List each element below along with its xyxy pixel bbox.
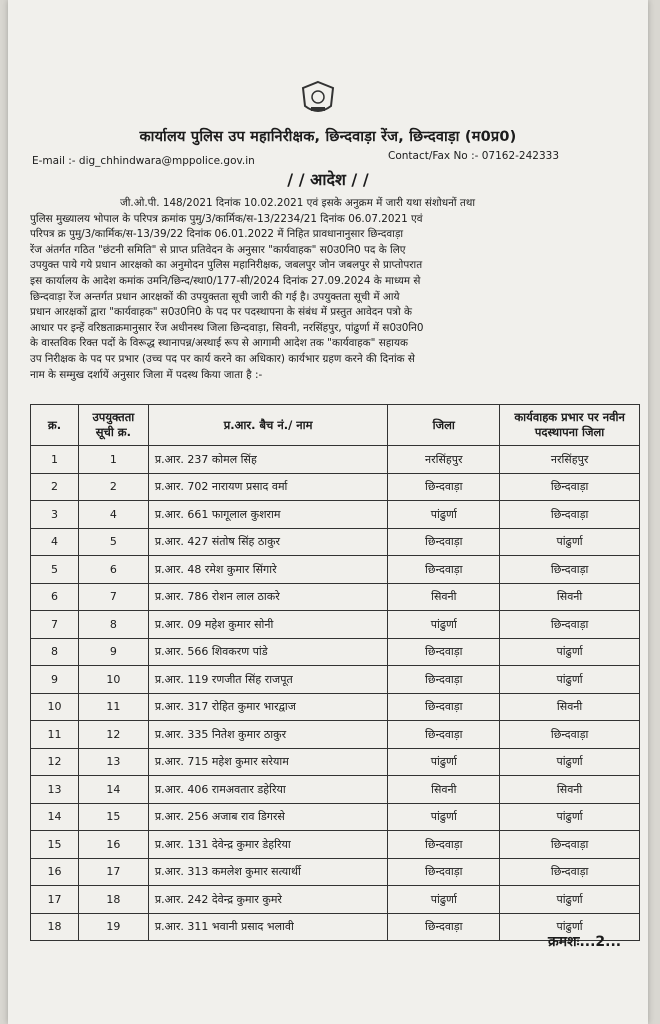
cell-name: प्र.आर. 317 रोहित कुमार भारद्वाज: [148, 693, 388, 721]
cell-serial: 11: [31, 721, 79, 749]
cell-district: छिन्दवाड़ा: [388, 528, 500, 556]
cell-name: प्र.आर. 131 देवेन्द्र कुमार डेहरिया: [148, 831, 388, 859]
email-address: E-mail :- dig_chhindwara@mppolice.gov.in: [32, 155, 255, 167]
order-title: / / आदेश / /: [287, 170, 369, 189]
cell-name: प्र.आर. 335 नितेश कुमार ठाकुर: [148, 721, 388, 749]
cell-new-district: पांढुर्णा: [500, 666, 640, 694]
table-row: [31, 831, 640, 859]
header-district: जिला: [388, 405, 500, 446]
header-suitability-no: उपयुक्तता सूची क्र.: [78, 405, 148, 446]
cell-new-district: पांढुर्णा: [500, 803, 640, 831]
contact-fax: Contact/Fax No :- 07162-242333: [388, 150, 560, 162]
table-row: [31, 803, 640, 831]
cell-name: प्र.आर. 242 देवेन्द्र कुमार कुमरे: [148, 886, 388, 914]
cell-district: छिन्दवाड़ा: [388, 666, 500, 694]
header-serial: क्र.: [31, 405, 79, 446]
cell-suitability-no: 5: [78, 528, 148, 556]
cell-serial: 8: [31, 638, 79, 666]
cell-district: छिन्दवाड़ा: [388, 638, 500, 666]
cell-new-district: पांढुर्णा: [500, 748, 640, 776]
body-line: परिपत्र क्र पुमु/3/कार्मिक/स-13/39/22 दिनांक 06.01.2022 में निहित प्रावधानानुसार छिन्दवाड़ा: [30, 228, 404, 241]
cell-suitability-no: 6: [78, 556, 148, 584]
table-header-row: [31, 405, 640, 446]
cell-serial: 5: [31, 556, 79, 584]
cell-suitability-no: 14: [78, 776, 148, 804]
cell-suitability-no: 9: [78, 638, 148, 666]
cell-district: पांढुर्णा: [388, 611, 500, 639]
cell-serial: 9: [31, 666, 79, 694]
cell-district: नरसिंहपुर: [388, 446, 500, 474]
cell-name: प्र.आर. 119 रणजीत सिंह राजपूत: [148, 666, 388, 694]
body-line: उपयुक्त पाये गये प्रधान आरक्षको का अनुमोदन पुलिस महानिरीक्षक, जबलपुर जोन जबलपुर से प्राप्तोपरात: [30, 259, 423, 272]
cell-district: छिन्दवाड़ा: [388, 473, 500, 501]
cell-new-district: छिन्दवाड़ा: [500, 501, 640, 529]
body-line: आधार पर इन्हें वरिष्ठताक्रमानुसार रेंज अधीनस्थ जिला छिन्दवाड़ा, सिवनी, नरसिंहपुर, पांढुर्णा में स0उ0नि0: [30, 321, 424, 334]
table-row: [31, 858, 640, 886]
cell-serial: 16: [31, 858, 79, 886]
table-row: [31, 528, 640, 556]
cell-new-district: सिवनी: [500, 583, 640, 611]
cell-serial: 17: [31, 886, 79, 914]
cell-name: प्र.आर. 237 कोमल सिंह: [148, 446, 388, 474]
cell-name: प्र.आर. 48 रमेश कुमार सिंगारे: [148, 556, 388, 584]
body-line: के वास्तविक रिक्त पदों के विरूद्ध स्थानापन्न/अस्थाई रूप से आगामी आदेश तक "कार्यवाहक" सहायक: [30, 337, 408, 350]
cell-name: प्र.आर. 311 भवानी प्रसाद भलावी: [148, 913, 388, 941]
cell-name: प्र.आर. 427 संतोष सिंह ठाकुर: [148, 528, 388, 556]
cell-suitability-no: 1: [78, 446, 148, 474]
cell-suitability-no: 12: [78, 721, 148, 749]
cell-suitability-no: 18: [78, 886, 148, 914]
header-name: प्र.आर. बैच नं./ नाम: [148, 405, 388, 446]
posting-table: [30, 404, 640, 941]
cell-suitability-no: 11: [78, 693, 148, 721]
cell-district: छिन्दवाड़ा: [388, 831, 500, 859]
cell-suitability-no: 2: [78, 473, 148, 501]
table-row: [31, 446, 640, 474]
cell-district: पांढुर्णा: [388, 803, 500, 831]
office-heading: कार्यालय पुलिस उप महानिरीक्षक, छिन्दवाड़ा रेंज, छिन्दवाड़ा (म0प्र0): [139, 129, 517, 145]
table-row: [31, 748, 640, 776]
cell-serial: 6: [31, 583, 79, 611]
cell-serial: 2: [31, 473, 79, 501]
cell-district: सिवनी: [388, 583, 500, 611]
cell-name: प्र.आर. 715 महेश कुमार सरेयाम: [148, 748, 388, 776]
order-body: [30, 196, 640, 383]
body-line: पुलिस मुख्यालय भोपाल के परिपत्र क्रमांक पुमु/3/कार्मिक/स-13/2234/21 दिनांक 06.07.2021 एवं: [30, 212, 423, 225]
cell-district: पांढुर्णा: [388, 886, 500, 914]
cell-serial: 1: [31, 446, 79, 474]
cell-district: सिवनी: [388, 776, 500, 804]
table-row: [31, 583, 640, 611]
cell-suitability-no: 10: [78, 666, 148, 694]
cell-name: प्र.आर. 661 फागूलाल कुशराम: [148, 501, 388, 529]
table-row: [31, 693, 640, 721]
cell-serial: 15: [31, 831, 79, 859]
body-line: रेंज अंतर्गत गठित "छंटनी समिति" से प्राप्त प्रतिवेदन के अनुसार "कार्यवाहक" स0उ0नि0 पद के लिए: [30, 243, 406, 256]
cell-district: छिन्दवाड़ा: [388, 556, 500, 584]
table-row: [31, 638, 640, 666]
body-line: नाम के सम्मुख दर्शायें अनुसार जिला में पदस्थ किया जाता है :-: [30, 368, 263, 381]
cell-suitability-no: 7: [78, 583, 148, 611]
table-row: [31, 666, 640, 694]
cell-suitability-no: 16: [78, 831, 148, 859]
cell-new-district: छिन्दवाड़ा: [500, 721, 640, 749]
cell-new-district: नरसिंहपुर: [500, 446, 640, 474]
cell-new-district: पांढुर्णा: [500, 886, 640, 914]
cell-serial: 10: [31, 693, 79, 721]
continued-note: क्रमशः...2...: [548, 934, 622, 950]
body-line: इस कार्यालय के आदेश कमांक उमनि/छिन्द/स्था0/177-सी/2024 दिनांक 27.09.2024 के माध्यम से: [30, 274, 421, 287]
cell-serial: 18: [31, 913, 79, 941]
header-new-district: कार्यवाहक प्रभार पर नवीन पदस्थापना जिला: [500, 405, 640, 446]
cell-name: प्र.आर. 786 रोशन लाल ठाकरे: [148, 583, 388, 611]
table-row: [31, 776, 640, 804]
cell-new-district: छिन्दवाड़ा: [500, 831, 640, 859]
cell-name: प्र.आर. 313 कमलेश कुमार सत्यार्थी: [148, 858, 388, 886]
cell-district: छिन्दवाड़ा: [388, 858, 500, 886]
cell-suitability-no: 17: [78, 858, 148, 886]
table-row: [31, 611, 640, 639]
cell-new-district: पांढुर्णा: [500, 528, 640, 556]
cell-new-district: छिन्दवाड़ा: [500, 611, 640, 639]
cell-new-district: सिवनी: [500, 776, 640, 804]
cell-serial: 14: [31, 803, 79, 831]
table-row: [31, 886, 640, 914]
body-line: छिन्दवाड़ा रेंज अन्तर्गत प्रधान आरक्षकों की उपयुक्तता सूची जारी की गई है। उपयुक्तता सूची में आये: [30, 290, 400, 303]
cell-suitability-no: 8: [78, 611, 148, 639]
cell-new-district: सिवनी: [500, 693, 640, 721]
cell-serial: 3: [31, 501, 79, 529]
cell-suitability-no: 19: [78, 913, 148, 941]
cell-district: छिन्दवाड़ा: [388, 693, 500, 721]
table-row: [31, 473, 640, 501]
cell-new-district: छिन्दवाड़ा: [500, 858, 640, 886]
cell-name: प्र.आर. 566 शिवकरण पांडे: [148, 638, 388, 666]
cell-serial: 12: [31, 748, 79, 776]
cell-name: प्र.आर. 406 रामअवतार डहेरिया: [148, 776, 388, 804]
cell-suitability-no: 4: [78, 501, 148, 529]
body-line: प्रधान आरक्षकों द्वारा "कार्यवाहक" स0उ0नि0 के पद पर पदस्थापना के संबंध में प्रस्तुत आवेदन पत्रो के: [30, 306, 412, 319]
cell-suitability-no: 15: [78, 803, 148, 831]
table-row: [31, 501, 640, 529]
document-page: [8, 0, 648, 1024]
cell-new-district: छिन्दवाड़ा: [500, 556, 640, 584]
cell-name: प्र.आर. 09 महेश कुमार सोनी: [148, 611, 388, 639]
body-line: उप निरीक्षक के पद पर प्रभार (उच्च पद पर कार्य करने का अधिकार) कार्यभार ग्रहण करने की दिनांक से: [30, 352, 415, 365]
cell-name: प्र.आर. 702 नारायण प्रसाद वर्मा: [148, 473, 388, 501]
cell-new-district: छिन्दवाड़ा: [500, 473, 640, 501]
cell-district: छिन्दवाड़ा: [388, 721, 500, 749]
cell-name: प्र.आर. 256 अजाब राव डिगरसे: [148, 803, 388, 831]
cell-suitability-no: 13: [78, 748, 148, 776]
cell-serial: 13: [31, 776, 79, 804]
table-row: [31, 556, 640, 584]
cell-new-district: पांढुर्णा: [500, 913, 640, 941]
cell-district: पांढुर्णा: [388, 748, 500, 776]
cell-serial: 4: [31, 528, 79, 556]
body-line: जी.ओ.पी. 148/2021 दिनांक 10.02.2021 एवं इसके अनुक्रम में जारी यथा संशोधनों तथा: [120, 197, 476, 209]
cell-new-district: पांढुर्णा: [500, 638, 640, 666]
cell-district: छिन्दवाड़ा: [388, 913, 500, 941]
table-row: [31, 721, 640, 749]
police-emblem-icon: [297, 80, 339, 118]
cell-district: पांढुर्णा: [388, 501, 500, 529]
cell-serial: 7: [31, 611, 79, 639]
